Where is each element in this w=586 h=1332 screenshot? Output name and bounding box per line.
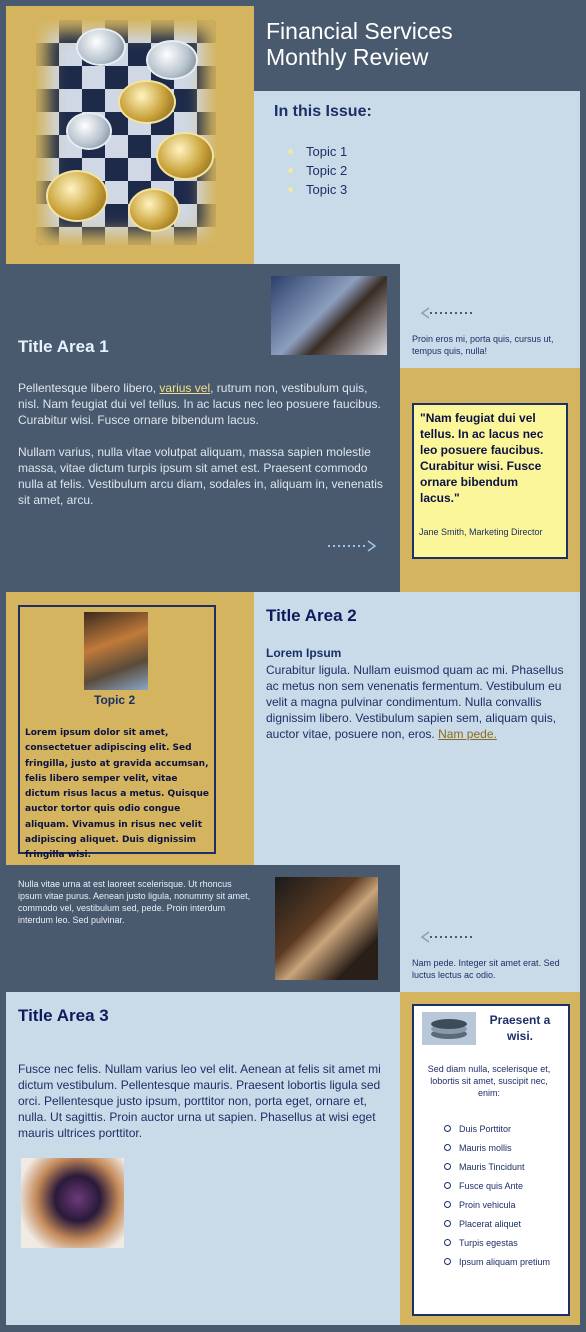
section-2-title: Title Area 2 — [266, 606, 357, 625]
para1-text-end: , rutrum non, vestibulum quis, nisl. Nam feugiat dui vel tellus. In ac lacus nec leo posuere faucibus. Curabitur wisi. Fusce ornare bibendum lacus. — [18, 381, 381, 427]
chessboard-coins-image — [36, 20, 216, 245]
topic-2-text: Lorem ipsum dolor sit amet, consectetuer adipiscing elit. Sed fringilla, justo at gravida accumsan, felis libero semper velit, vitae dictum risus lacus a metus. Quisque auctor tortor quis odio congue aliquam. Vivamus in risus nec velit adipiscing aliquet. Duis dignissim fringilla wisi. — [25, 728, 210, 861]
praesent-item-3[interactable]: Mauris Tincidunt — [444, 1158, 554, 1177]
section-2-body-text: Curabitur ligula. Nullam euismod quam ac mi. Phasellus ac metus non sem venenatis fermentum. Vestibulum eu velit a magna pulvinar condimentum. Nulla convallis dignissim libero. Vestibulum sapien sem, aliquam quis, auctor vitae, posuere non, eros. — [266, 663, 564, 741]
issue-heading: In this Issue: — [274, 103, 372, 120]
section-1-paragraph-1 — [18, 380, 388, 428]
section-2-body — [266, 662, 566, 742]
canyon-photo — [84, 612, 148, 690]
hands-globe-photo — [21, 1158, 124, 1248]
topic-2-title: Topic 2 — [94, 693, 136, 707]
praesent-item-2[interactable]: Mauris mollis — [444, 1139, 554, 1158]
praesent-item-7[interactable]: Turpis egestas — [444, 1234, 554, 1253]
section-1-body — [18, 380, 388, 524]
pull-quote-text: "Nam feugiat dui vel tellus. In ac lacus nec leo posuere faucibus. Curabitur wisi. Fusce ornare bibendum lacus." — [420, 411, 544, 505]
title-line-2: Monthly Review — [266, 44, 429, 70]
section-1-paragraph-2: Nullam varius, nulla vitae volutpat aliquam, massa sapien molestie massa, vitae dictum turpis ipsum sit amet est. Praesent commodo nulla at felis. Vestibulum arcu diam, sodales in, aliquam in, venenatis sit amet, arcu. — [18, 445, 383, 507]
praesent-item-5[interactable]: Proin vehicula — [444, 1196, 554, 1215]
praesent-item-8[interactable]: Ipsum aliquam pretium — [444, 1253, 554, 1272]
topics-list — [288, 143, 347, 200]
strip-text: Nulla vitae urna at est laoreet scelerisque. Ut rhoncus ipsum vitae purus. Aenean justo ligula, nonummy sit amet, commodo vel, vestibulum sed, pede. Proin interdum interdum leo. Sed pulvinar. — [18, 879, 251, 925]
arrow-left-icon[interactable] — [420, 931, 474, 943]
arrow-right-icon[interactable] — [326, 540, 378, 552]
coin-stack-icon — [422, 1012, 476, 1045]
arrow-left-icon[interactable] — [420, 307, 474, 319]
section-3-body: Fusce nec felis. Nullam varius leo vel elit. Aenean at felis sit amet mi dictum vestibulum. Pellentesque mauris. Praesent lobortis ligula sed orci. Pellentesque justo ipsum, porttitor non, porta eget, ornare et, nulla. Ut sagittis. Proin auctor urna ut sapien. Phasellus at wisi eget mauris ultrices porttitor. — [18, 1062, 381, 1140]
section-2-subtitle: Lorem Ipsum — [266, 646, 342, 660]
section-1-title: Title Area 1 — [18, 337, 109, 356]
topic-link-3[interactable]: Topic 3 — [288, 181, 347, 200]
varius-vel-link[interactable]: varius vel — [159, 381, 211, 395]
topic-link-2[interactable]: Topic 2 — [288, 162, 347, 181]
businessman-photo — [271, 276, 387, 355]
para1-text-start: Pellentesque libero libero, — [18, 381, 160, 395]
praesent-list — [444, 1120, 554, 1272]
praesent-item-1[interactable]: Duis Porttitor — [444, 1120, 554, 1139]
nam-pede-link[interactable]: Nam pede. — [438, 727, 497, 741]
pull-quote-attribution: Jane Smith, Marketing Director — [419, 527, 543, 537]
topic-link-1[interactable]: Topic 1 — [288, 143, 347, 162]
strip-side-caption: Nam pede. Integer sit amet erat. Sed luctus lectus ac odio. — [412, 958, 560, 980]
section-3-title: Title Area 3 — [18, 1006, 109, 1025]
praesent-text: Sed diam nulla, scelerisque et, lobortis sit amet, suscipit nec, enim: — [427, 1064, 551, 1098]
section-1-side-caption: Proin eros mi, porta quis, cursus ut, tempus quis, nulla! — [412, 334, 554, 356]
praesent-item-4[interactable]: Fusce quis Ante — [444, 1177, 554, 1196]
praesent-item-6[interactable]: Placerat aliquet — [444, 1215, 554, 1234]
praesent-title: Praesent a wisi. — [489, 1013, 551, 1043]
handshake-photo — [275, 877, 378, 980]
title-line-1: Financial Services — [266, 18, 453, 44]
newsletter-title — [266, 18, 566, 70]
